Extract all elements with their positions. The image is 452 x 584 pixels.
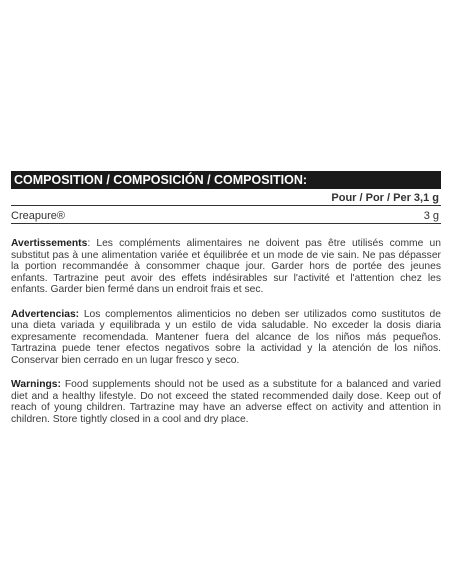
supplement-label-panel [11, 171, 441, 425]
ingredient-name: Creapure® [11, 210, 65, 222]
warning-english-title: Warnings: [11, 379, 61, 390]
warning-french-text: : Les compléments alimentaires ne doivent pas être utilisés comme un substitut pas à une alimentation variée et équilibrée et un mode de vie sain. Ne pas dépasser la portion recommandée à consommer chaque jour. Garder hors de portée des jeunes enfants. Tartrazine peut avoir des effets indésirables sur l'activité et l'attention chez les enfants. Garder bien fermé dans un endroit frais et sec. [11, 238, 441, 295]
ingredient-row [11, 209, 441, 223]
warning-english-text: Food supplements should not be used as a substitute for a balanced and varied diet and a healthy lifestyle. Do not exceed the stated recommended daily dose. Keep out of reach of young children. Tartrazine may have an adverse effect on activity and attention in children. Store tightly closed in a cool and dry place. [11, 379, 441, 425]
warning-spanish [11, 309, 441, 367]
warning-french [11, 238, 441, 296]
warning-english [11, 379, 441, 425]
serving-size-label: Pour / Por / Per 3,1 g [331, 192, 439, 204]
warning-spanish-text: Los complementos alimenticios no deben ser utilizados como sustitutos de una dieta variada y equilibrada y un estilo de vida saludable. No exceder la dosis diaria expresamente recomendada. Mantener fuera del alcance de los niños más pequeños. Tartrazina puede tener efectos negativos sobre la actividad y la atención de los niños. Conservar bien cerrado en un lugar fresco y seco. [11, 308, 441, 366]
composition-header: COMPOSITION / COMPOSICIÓN / COMPOSITION: [11, 171, 441, 189]
ingredient-amount: 3 g [423, 210, 439, 222]
warning-french-title: Avertissements [11, 238, 88, 249]
divider [11, 205, 441, 206]
divider [11, 223, 441, 224]
warning-spanish-title: Advertencias: [11, 308, 80, 320]
